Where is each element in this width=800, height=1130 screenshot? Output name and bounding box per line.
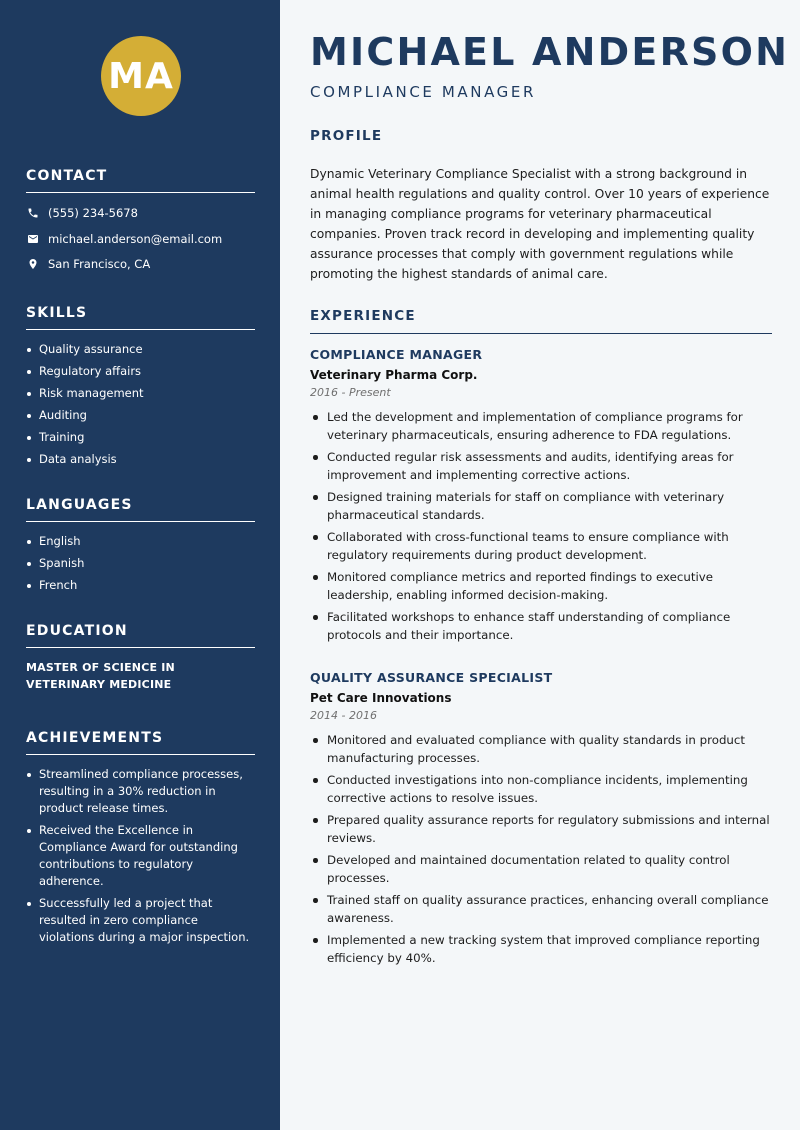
- skill-item: Quality assurance: [26, 341, 255, 358]
- job-bullet: Conducted investigations into non-compliance incidents, implementing corrective actions to resolve issues.: [310, 771, 772, 807]
- language-item: Spanish: [26, 555, 255, 572]
- job-dates: 2014 - 2016: [310, 709, 377, 722]
- job-bullet: Designed training materials for staff on compliance with veterinary pharmaceutical standards.: [310, 488, 772, 524]
- job-bullets: [310, 408, 772, 644]
- email-icon: [26, 232, 39, 245]
- contact-phone-text: (555) 234-5678: [48, 206, 138, 220]
- job-bullet: Led the development and implementation of compliance programs for veterinary pharmaceuticals, ensuring adherence to FDA regulations.: [310, 408, 772, 444]
- profile-text: Dynamic Veterinary Compliance Specialist with a strong background in animal health regulations and quality control. Over 10 years of experience in managing compliance programs for veterinary pharmaceutical companies. Proven track record in developing and implementing quality assurance processes that comply with government regulations while promoting the highest standards of animal care.: [310, 167, 770, 281]
- location-pin-icon: [26, 258, 39, 271]
- avatar: MA: [101, 36, 181, 116]
- phone-icon: [26, 207, 39, 220]
- job-bullet: Collaborated with cross-functional teams to ensure compliance with regulatory requirements during product development.: [310, 528, 772, 564]
- contact-email: [26, 230, 255, 248]
- education-section: [26, 623, 255, 693]
- profile-heading: PROFILE: [310, 128, 383, 144]
- contact-phone: [26, 204, 255, 222]
- achievements-heading: ACHIEVEMENTS: [26, 730, 255, 755]
- skill-item: Training: [26, 429, 255, 446]
- experience-heading: EXPERIENCE: [310, 308, 772, 334]
- achievement-item: Successfully led a project that resulted in zero compliance violations during a major inspection.: [26, 895, 255, 946]
- skill-item: Auditing: [26, 407, 255, 424]
- sidebar: [0, 0, 280, 1130]
- job-bullet: Prepared quality assurance reports for regulatory submissions and internal reviews.: [310, 811, 772, 847]
- skills-section: [26, 305, 255, 473]
- contact-section: [26, 168, 255, 281]
- job-dates: 2016 - Present: [310, 386, 391, 399]
- contact-location: [26, 255, 255, 273]
- contact-location-text: San Francisco, CA: [48, 257, 151, 272]
- language-item: English: [26, 533, 255, 550]
- job-bullet: Facilitated workshops to enhance staff understanding of compliance protocols and their importance.: [310, 608, 772, 644]
- job-entry: [310, 670, 772, 971]
- job-bullet: Developed and maintained documentation related to quality control processes.: [310, 851, 772, 887]
- education-degree: MASTER OF SCIENCE IN VETERINARY MEDICINE: [26, 661, 175, 691]
- job-bullets: [310, 731, 772, 967]
- achievement-item: Streamlined compliance processes, resulting in a 30% reduction in product release times.: [26, 766, 255, 817]
- skill-item: Risk management: [26, 385, 255, 402]
- job-role: QUALITY ASSURANCE SPECIALIST: [310, 670, 553, 685]
- achievements-list: [26, 766, 255, 946]
- skills-heading: SKILLS: [26, 305, 255, 330]
- job-bullet: Monitored and evaluated compliance with quality standards in product manufacturing processes.: [310, 731, 772, 767]
- job-company: Veterinary Pharma Corp.: [310, 368, 478, 382]
- languages-section: [26, 497, 255, 599]
- candidate-title: COMPLIANCE MANAGER: [310, 83, 536, 101]
- skills-list: [26, 341, 255, 468]
- skill-item: Data analysis: [26, 451, 255, 468]
- skill-item: Regulatory affairs: [26, 363, 255, 380]
- job-bullet: Monitored compliance metrics and reported findings to executive leadership, enabling informed decision-making.: [310, 568, 772, 604]
- languages-list: [26, 533, 255, 594]
- contact-email-text[interactable]: michael.anderson@email.com: [48, 231, 223, 246]
- education-heading: EDUCATION: [26, 623, 255, 648]
- languages-heading: LANGUAGES: [26, 497, 255, 522]
- candidate-name: MICHAEL ANDERSON: [310, 30, 790, 74]
- job-company: Pet Care Innovations: [310, 691, 452, 705]
- job-role: COMPLIANCE MANAGER: [310, 347, 483, 362]
- language-item: French: [26, 577, 255, 594]
- achievements-section: [26, 730, 255, 951]
- job-bullet: Conducted regular risk assessments and audits, identifying areas for improvement and implementing corrective actions.: [310, 448, 772, 484]
- job-bullet: Trained staff on quality assurance practices, enhancing overall compliance awareness.: [310, 891, 772, 927]
- job-entry: [310, 347, 772, 648]
- achievement-item: Received the Excellence in Compliance Award for outstanding contributions to regulatory adherence.: [26, 822, 255, 890]
- contact-heading: CONTACT: [26, 168, 255, 193]
- job-bullet: Implemented a new tracking system that improved compliance reporting efficiency by 40%.: [310, 931, 772, 967]
